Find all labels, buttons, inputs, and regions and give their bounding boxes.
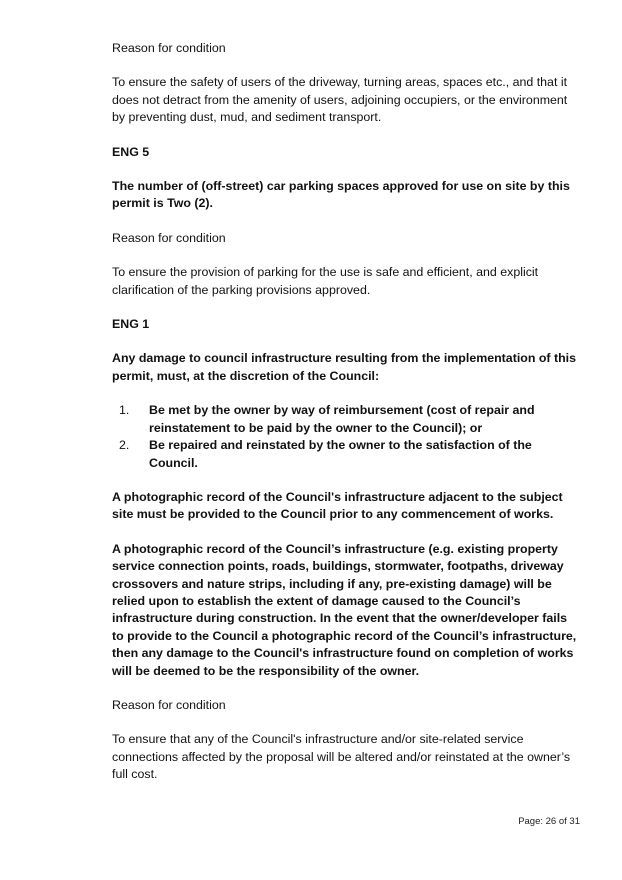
reason-heading-2: Reason for condition xyxy=(112,230,226,245)
eng5-condition-text: The number of (off-street) car parking spaces approved for use on site by this permit is Two (2). xyxy=(112,179,570,211)
list-item-text: Be met by the owner by way of reimbursement (cost of repair and reinstatement to be paid by the owner to the Council); or xyxy=(149,403,535,435)
list-item-number: 2. xyxy=(119,438,130,453)
eng1-heading: ENG 1 xyxy=(112,317,150,332)
photographic-record-paragraph-1: A photographic record of the Council's infrastructure adjacent to the subject site must be provided to the Council prior to any commencement of works. xyxy=(112,489,563,522)
eng1-condition-text: Any damage to council infrastructure resulting from the implementation of this permit, must, at the discretion of the Council: xyxy=(112,351,577,383)
reason-heading-3: Reason for condition xyxy=(112,697,226,712)
list-item-number: 1. xyxy=(119,403,130,418)
photographic-record-paragraph-2: A photographic record of the Council’s infrastructure (e.g. existing property service connection points, roads, buildings, stormwater, footpaths, driveway crossovers and nature strips, including if any, pre-existing damage) will be relied upon to establish the extent of damage caused to the Council’s infrastructure during construction. In the event that the owner/developer fails to provide to the Council a photographic record of the Council’s infrastructure, then any damage to the Council's infrastructure found on completion of works will be deemed to be the responsibility of the owner. xyxy=(112,541,577,678)
document-page xyxy=(112,40,582,784)
reason-text-1: To ensure the safety of users of the driveway, turning areas, spaces etc., and that it does not detract from the amenity of users, adjoining occupiers, or the environment by preventing dust, mud, and sediment transport. xyxy=(112,75,568,125)
eng1-options-list xyxy=(112,402,582,472)
list-item xyxy=(112,402,582,437)
reason-text-3: To ensure that any of the Council's infrastructure and/or site-related service connections affected by the proposal will be altered and/or reinstated at the owner’s full cost. xyxy=(112,732,571,782)
list-item xyxy=(112,437,582,472)
list-item-text: Be repaired and reinstated by the owner to the satisfaction of the Council. xyxy=(149,438,532,470)
page-number: Page: 26 of 31 xyxy=(518,816,580,827)
reason-text-2: To ensure the provision of parking for the use is safe and efficient, and explicit clarification of the parking provisions approved. xyxy=(112,265,539,297)
eng5-heading: ENG 5 xyxy=(112,144,150,159)
reason-heading-1: Reason for condition xyxy=(112,41,226,55)
